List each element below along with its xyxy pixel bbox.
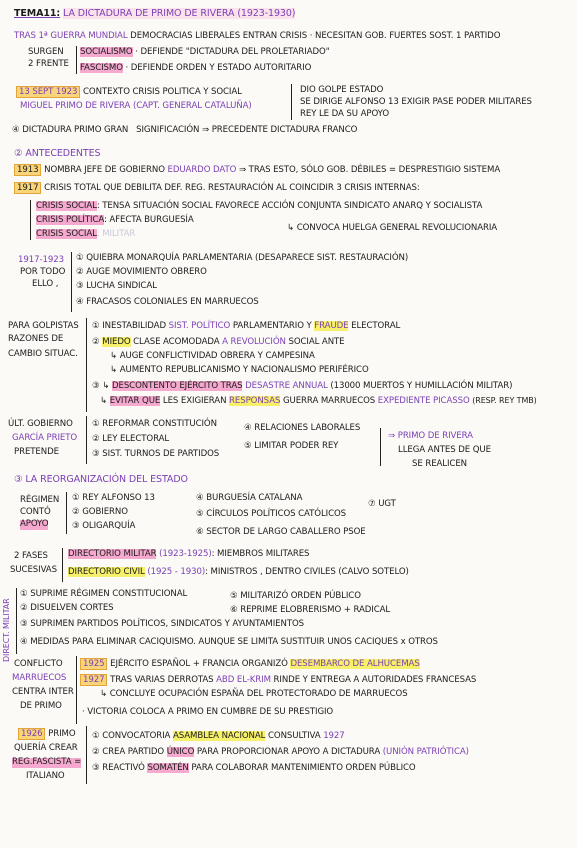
apoyo-7: ⑦ UGT <box>368 499 396 509</box>
antecedentes-heading: ② ANTECEDENTES <box>14 148 101 159</box>
socialismo-term: SOCIALISMO <box>80 47 133 57</box>
reorganizacion-heading: ③ LA REORGANIZACIÓN DEL ESTADO <box>14 474 188 485</box>
ello: ELLO , <box>32 279 59 289</box>
portodo: POR TODO <box>20 267 66 277</box>
regimen-3: APOYO <box>20 519 49 529</box>
r1-b: SIST. POLÍTICO <box>168 321 231 331</box>
golpistas-1: PARA GOLPISTAS <box>8 321 79 331</box>
date-badge: 13 SEPT 1923 <box>16 86 80 98</box>
brace <box>30 200 31 240</box>
q2-a: ② CREA PARTIDO <box>92 747 165 757</box>
convoca-text: ↳ CONVOCA HUELGA GENERAL REVOLUCIONARIA <box>287 223 498 233</box>
apoyo-2: ② GOBIERNO <box>72 507 128 517</box>
brace <box>16 588 17 654</box>
brace <box>71 252 72 312</box>
golpe-1: DIO GOLPE ESTADO <box>300 85 384 95</box>
punto-4: ④ FRACASOS COLONIALES EN MARRUECOS <box>76 297 259 307</box>
fases-1: 2 FASES <box>14 551 48 561</box>
signif-b: SIGNIFICACIÓN ⇒ PRECEDENTE DICTADURA FRANCO <box>136 125 358 135</box>
line-1913 <box>14 166 500 176</box>
socialismo-desc: · DEFIENDE "DICTADURA DEL PROLETARIADO" <box>135 47 330 57</box>
crisis-militar-desc: : MILITAR <box>96 229 136 239</box>
brace <box>86 726 87 784</box>
r3-e: ↳ <box>100 396 108 406</box>
conflicto-1: CONFLICTO <box>14 659 63 669</box>
tema-label: TEMA11: <box>14 8 61 19</box>
quiere-1 <box>92 732 345 742</box>
dc-term: DIRECTORIO CIVIL <box>68 567 145 577</box>
apoyo-3: ③ OLIGARQUÍA <box>72 521 136 531</box>
crisis-militar <box>36 230 135 240</box>
r3-b: DESCONTENTO EJÉRCITO TRAS <box>111 381 243 391</box>
fascismo-line <box>80 64 311 74</box>
intro-ww1: TRAS 1ª GUERRA MUNDIAL <box>14 31 128 41</box>
brace <box>62 548 63 582</box>
medida-2: ② DISUELVEN CORTES <box>20 603 114 613</box>
golpistas-2: RAZONES DE <box>8 334 64 344</box>
quiere-2 <box>92 748 469 758</box>
r1-e: ELECTORAL <box>351 321 401 331</box>
crisis-politica-term: CRISIS POLÍTICA <box>36 215 104 225</box>
year-1917: 1917 <box>14 182 41 194</box>
ult-3: PRETENDE <box>14 447 59 457</box>
brace <box>76 46 77 74</box>
primo-label: PRIMO <box>48 729 76 739</box>
q2-c: PARA PROPORCIONAR APOYO A DICTADURA <box>196 747 381 757</box>
apoyo-4: ④ BURGUESÍA CATALANA <box>196 493 303 503</box>
dc-years: (1925 - 1930) <box>147 567 206 577</box>
context-text: CONTEXTO CRISIS POLITICA Y SOCIAL <box>83 87 242 97</box>
razon-3 <box>92 382 512 392</box>
significacion-line <box>12 126 357 136</box>
r3-g: LES EXIGIERAN <box>162 396 227 406</box>
q3-c: PARA COLABORAR MANTENIMIENTO ORDEN PÚBLICO <box>191 763 416 773</box>
r2-d: A REVOLUCIÓN <box>222 337 286 347</box>
socialismo-line <box>80 48 330 58</box>
r2-b: MIEDO <box>102 337 131 347</box>
t1927-b: ABD EL-KRIM <box>216 675 271 685</box>
date-line <box>16 88 242 98</box>
crisis-social <box>36 202 482 212</box>
r2-c: CLASE ACOMODADA <box>133 337 220 347</box>
t1927-d: ↳ CONCLUYE OCUPACIÓN ESPAÑA DEL PROTECTORADO DE MARRUECOS <box>100 689 408 699</box>
r3-j: EXPEDIENTE PICASSO <box>377 396 470 406</box>
t1927-c: RINDE Y ENTREGA A AUTORIDADES FRANCESAS <box>273 675 477 685</box>
line-1926 <box>18 730 76 740</box>
brace <box>291 84 292 120</box>
u2: ② LEY ELECTORAL <box>92 434 170 444</box>
u1: ① REFORMAR CONSTITUCIÓN <box>92 419 217 429</box>
t1925-a: EJÉRCITO ESPAÑOL + FRANCIA ORGANIZÓ <box>110 659 288 669</box>
r3-d: (13000 MUERTOS Y HUMILLACIÓN MILITAR) <box>330 381 513 391</box>
dm-desc: : MIEMBROS MILITARES <box>211 549 310 559</box>
t1913-b: ⇒ TRAS ESTO, SÓLO GOB. DÉBILES = DESPRESTIGIO SISTEMA <box>238 165 501 175</box>
years-1917-1923: 1917-1923 <box>18 255 64 265</box>
dc-line <box>68 568 409 578</box>
miguel-text: MIGUEL PRIMO DE RIVERA (CAPT. GENERAL CATALUÑA) <box>20 101 252 111</box>
ult-2: GARCÍA PRIETO <box>12 433 78 443</box>
razon-1 <box>92 322 400 332</box>
q1-a: ① CONVOCATORIA <box>92 731 171 741</box>
apoyo-5: ⑤ CÍRCULOS POLÍTICOS CATÓLICOS <box>196 509 347 519</box>
q3-b: SOMATÉN <box>147 763 189 773</box>
fascismo-desc: · DEFIENDE ORDEN Y ESTADO AUTORITARIO <box>125 63 312 73</box>
golpe-2: SE DIRIGE ALFONSO 13 EXIGIR PASE PODER MILITARES <box>300 97 532 107</box>
r3-f: EVITAR QUE <box>109 396 161 406</box>
signif-a: ④ DICTADURA PRIMO GRAN <box>12 125 129 135</box>
crisis-social-term: CRISIS SOCIAL <box>36 201 97 211</box>
title-line <box>14 9 295 20</box>
razon-2-sub-1: ↳ AUGE CONFLICTIVIDAD OBRERA Y CAMPESINA <box>110 351 315 361</box>
u4: ④ RELACIONES LABORALES <box>244 423 361 433</box>
crisis-politica-desc: : AFECTA BURGUESÍA <box>103 215 194 225</box>
r3-i: GUERRA MARRUECOS <box>282 396 376 406</box>
prm-3: SE REALICEN <box>412 459 467 469</box>
regfascista-label: REG.FASCISTA = <box>12 757 82 767</box>
year-1913: 1913 <box>14 164 41 176</box>
t1913-a: NOMBRA JEFE DE GOBIERNO <box>44 165 165 175</box>
t1913-name: EDUARDO DATO <box>167 165 237 175</box>
conflicto-2: MARRUECOS <box>12 673 67 683</box>
r3-a: ③ ↳ <box>92 381 110 391</box>
r2-a: ② <box>92 337 100 347</box>
r3-k: (RESP. REY TMB) <box>472 396 537 405</box>
dc-desc: : MINISTROS , DENTRO CIVILES (CALVO SOTELO) <box>205 567 409 577</box>
t1927-e: · VICTORIA COLOCA A PRIMO EN CUMBRE DE SU PRESTIGIO <box>82 707 334 717</box>
q2-d: (UNIÓN PATRIÓTICA) <box>382 747 469 757</box>
medida-3: ③ SUPRIMEN PARTIDOS POLÍTICOS, SINDICATOS Y AYUNTAMIENTOS <box>20 619 304 629</box>
quiere-3 <box>92 764 416 774</box>
line-1917 <box>14 184 420 194</box>
golpe-3: REY LE DA SU APOYO <box>300 109 389 119</box>
medida-5: ⑤ MILITARIZÓ ORDEN PÚBLICO <box>230 591 361 601</box>
brace <box>66 492 67 534</box>
golpistas-3: CAMBIO SITUAC. <box>8 349 78 359</box>
razon-2 <box>92 338 345 348</box>
dm-term: DIRECTORIO MILITAR <box>68 549 157 559</box>
conflicto-4: DE PRIMO <box>20 701 62 711</box>
crisis-militar-term: CRISIS SOCIAL <box>36 229 97 239</box>
italiano-label: ITALIANO <box>26 771 65 781</box>
u3: ③ SIST. TURNOS DE PARTIDOS <box>92 449 220 459</box>
fascismo-term: FASCISMO <box>80 63 123 73</box>
medida-6: ⑥ REPRIME ELOBRERISMO + RADICAL <box>230 605 391 615</box>
brace <box>76 656 77 724</box>
r1-d: FRAUDE <box>314 321 349 331</box>
brace <box>86 318 87 412</box>
razon-2-sub-2: ↳ AUMENTO REPUBLICANISMO Y NACIONALISMO PERIFÉRICO <box>110 365 369 375</box>
r3-c: DESASTRE ANNUAL <box>245 381 328 391</box>
intro-line-1 <box>14 32 500 42</box>
ult-1: ÚLT. GOBIERNO <box>8 419 73 429</box>
razon-3-b <box>100 396 537 407</box>
r2-e: SOCIAL ANTE <box>288 337 345 347</box>
apoyo-6: ⑥ SECTOR DE LARGO CABALLERO PSOE <box>196 527 366 537</box>
prm-2: LLEGA ANTES DE QUE <box>398 445 491 455</box>
direct-militar-side-label: DIRECT. MILITAR <box>2 598 11 662</box>
fases-2: SUCESIVAS <box>10 565 57 575</box>
r3-h: RESPONSAS <box>229 396 281 406</box>
crisis-social-desc: : TENSA SITUACIÓN SOCIAL FAVORECE ACCIÓN CONJUNTA SINDICATO ANARQ Y SOCIALISTA <box>96 201 483 211</box>
prm-1: ⇒ PRIMO DE RIVERA <box>388 431 473 441</box>
r1-c: PARLAMENTARIO Y <box>232 321 312 331</box>
line-1927 <box>80 676 476 686</box>
u5: ⑤ LIMITAR PODER REY <box>244 441 339 451</box>
surgen-label: SURGEN <box>28 47 64 57</box>
q1-c: CONSULTIVA <box>268 731 321 741</box>
conflicto-3: CENTRA INTER <box>12 687 74 697</box>
q2-b: ÚNICO <box>166 747 195 757</box>
brace <box>86 416 87 464</box>
r1-a: ① INESTABILIDAD <box>92 321 166 331</box>
punto-1: ① QUIEBRA MONARQUÍA PARLAMENTARIA (DESAPARECE SIST. RESTAURACIÓN) <box>76 253 409 263</box>
t1925-b: DESEMBARCO DE ALHUCEMAS <box>290 659 420 669</box>
q1-b: ASAMBLEA NACIONAL <box>172 731 266 741</box>
q1-d: 1927 <box>323 731 345 741</box>
medida-1: ① SUPRIME RÉGIMEN CONSTITUCIONAL <box>20 589 188 599</box>
punto-2: ② AUGE MOVIMIENTO OBRERO <box>76 267 207 277</box>
line-1925 <box>80 660 420 670</box>
brace <box>380 428 381 466</box>
q3-a: ③ REACTIVÓ <box>92 763 145 773</box>
year-1926: 1926 <box>18 728 45 740</box>
frente-label: 2 FRENTE <box>28 59 69 69</box>
year-1927: 1927 <box>80 674 107 686</box>
intro-democracies: DEMOCRACIAS LIBERALES ENTRAN CRISIS · NECESITAN GOB. FUERTES SOST. 1 PARTIDO <box>130 31 501 41</box>
quiere-label: QUERÍA CREAR <box>14 743 78 753</box>
medida-4: ④ MEDIDAS PARA ELIMINAR CACIQUISMO. AUNQUE SE LIMITA SUSTITUIR UNOS CACIQUES x OTROS <box>20 637 438 647</box>
t1917: CRISIS TOTAL QUE DEBILITA DEF. REG. RESTAURACIÓN AL COINCIDIR 3 CRISIS INTERNAS: <box>44 183 420 193</box>
regimen-2: CONTÓ <box>20 507 51 517</box>
dm-line <box>68 550 309 560</box>
page-title: LA DICTADURA DE PRIMO DE RIVERA (1923-1930) <box>63 8 296 19</box>
year-1925: 1925 <box>80 658 107 670</box>
apoyo-1: ① REY ALFONSO 13 <box>72 493 155 503</box>
dm-years: (1923-1925) <box>159 549 212 559</box>
regimen-1: RÉGIMEN <box>20 495 60 505</box>
punto-3: ③ LUCHA SINDICAL <box>76 281 157 291</box>
crisis-politica <box>36 216 194 226</box>
t1927-a: TRAS VARIAS DERROTAS <box>110 675 214 685</box>
